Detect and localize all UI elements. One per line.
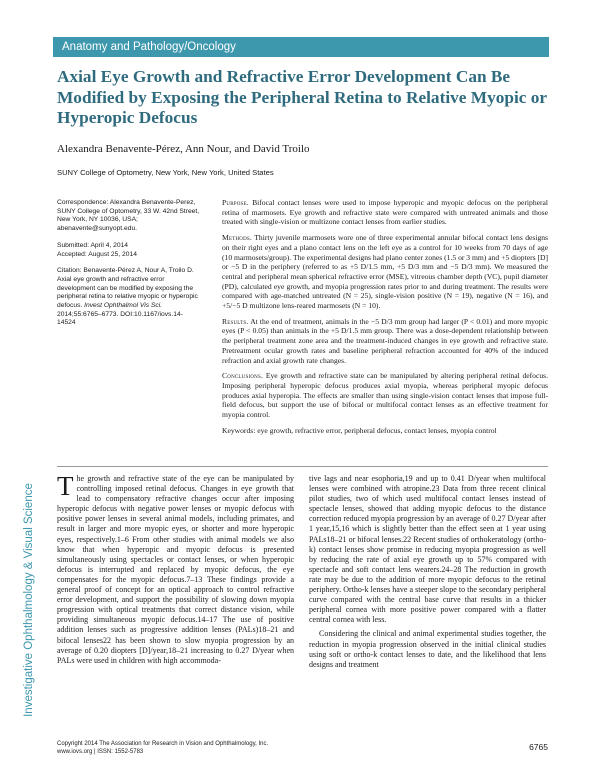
body-paragraph	[57, 471, 294, 666]
citation-text: Citation: Benavente-Pérez A, Nour A, Troilo D. Axial eye growth and refractive error development can be modified by exposing the peripheral retina to relative myopic or hyperopic defocus.	[57, 267, 198, 310]
dates	[57, 242, 200, 251]
section-divider	[57, 466, 548, 467]
keywords: Keywords: eye growth, refractive error, peripheral defocus, contact lenses, myopia control	[222, 425, 497, 435]
correspondence: Correspondence: Alexandra Benavente-Perez, SUNY College of Optometry, 33 W. 42nd Street, New York, NY 10036, USA; abenavente@sunyopt.edu.	[57, 199, 200, 233]
journal-side-title	[20, 455, 38, 745]
drop-cap: T	[57, 471, 74, 501]
purpose-text: Bifocal contact lenses were used to impose hyperopic and myopic defocus on the peripheral retina of marmosets. Eye growth and refractive state were compared with untreated animals and those treated with single-vision or multizone contact lenses from earlier studies.	[222, 198, 548, 227]
citation	[57, 267, 200, 328]
results-label: Results.	[222, 316, 249, 326]
abstract-methods	[222, 233, 548, 311]
body-paragraph: tive lags and near esophoria,19 and up to 0.41 D/year when multifocal lenses were combined with atropine.23 Data from three recent clinical pilot studies, two of which used multifocal contact lenses instead of spectacle lenses, showed that adding myopic defocus to the distance correction reduced myopia progression by an average of 0.27 D/year after 1 year,15,16 which is slightly better than the effect seen at 1 year using PALs18–21 or bifocal lenses.22 Recent studies of orthokeratology (ortho-k) contact lenses show promise in reducing myopia progression as well by reducing the rate of axial eye growth up to 57% compared with spectacle and soft contact lens wearers.24–28 The reduction in growth rate may be due to the addition of more myopic defocus to the retinal periphery. Ortho-k lenses have a steeper slope to the secondary peripheral curve compared with the central base curve that results in a thicker peripheral cornea with more positive power compared with a flatter central cornea with less.	[309, 474, 546, 625]
page-footer	[57, 740, 548, 757]
copyright: Copyright 2014 The Association for Research in Vision and Ophthalmology, Inc.	[57, 741, 269, 747]
submitted-date: Submitted: April 4, 2014	[57, 241, 129, 249]
article-metadata	[57, 199, 200, 336]
page-number: 6765	[529, 742, 548, 752]
purpose-label: Purpose.	[222, 198, 249, 207]
citation-journal: Invest Ophthalmol Vis Sci.	[84, 302, 163, 310]
body-column-right	[309, 474, 546, 670]
article-title: Axial Eye Growth and Refractive Error Development Can Be Modified by Exposing the Peripheral Retina to Relative Myopic or Hyperopic Defocus	[57, 67, 547, 127]
body-paragraph: Considering the clinical and animal experimental studies together, the reduction in myopia progression observed in the initial clinical studies using soft or ortho-k contact lenses to date, and the likelihood that lens designs and treatment	[309, 629, 546, 669]
body-text: he growth and refractive state of the eye can be manipulated by controlling imposed retinal defocus. Changes in eye growth that lead to compensatory refractive changes occur after imposing hyperopic defocus with negative power lenses or myopic defocus with positive power lenses in several animal models, including primates, and result in larger and more myopic eyes, or shorter and more hyperopic eyes, respectively.1–6 From other studies with animal models we also know that when hyperopic and myopic defocus is presented simultaneously using spectacles or contact lenses, or when hyperopic defocus is interrupted and replaced by myopic defocus, the eye compensates for the myopic defocus.7–13 These findings provide a general proof of concept for an optical approach to control refractive error development, and support the possibility of slowing down myopia progression with optical treatments that correct distance vision, while providing simultaneous myopic defocus.14–17 The use of positive addition lenses such as progressive addition lenses (PALs)18–21 and bifocal lenses22 has been shown to slow myopia progression by an average of 0.20 diopters [D]/year,18–21 increasing to 0.27 D/year when PALs were used in children with high accommoda-	[57, 474, 294, 665]
journal-url: www.iovs.org | ISSN: 1552-5783	[57, 749, 144, 756]
journal-name: Investigative Ophthalmology & Visual Science	[23, 483, 35, 717]
author-list: Alexandra Benavente-Pérez, Ann Nour, and David Troilo	[57, 143, 310, 155]
section-banner: Anatomy and Pathology/Oncology	[53, 37, 549, 57]
abstract-purpose	[222, 198, 548, 227]
abstract-conclusions	[222, 371, 548, 420]
results-text: At the end of treatment, animals in the −5 D/3 mm group had larger (P < 0.01) and more myopic eyes (P < 0.05) than animals in the +5 D/1.5 mm group. There was a dose-dependent relationship between the peripheral treatment zone area and the treatment-induced changes in eye growth and refractive state. Pretreatment ocular growth rates and baseline peripheral refraction accounted for 40% of the induced refraction and axial growth rate changes.	[222, 316, 548, 365]
methods-label: Methods.	[222, 233, 252, 243]
body-column-left	[57, 471, 294, 666]
citation-doi: 2014;55:6765–6773. DOI:10.1167/iovs.14-14524	[57, 310, 183, 327]
accepted-line	[57, 251, 200, 260]
methods-text: Thirty juvenile marmosets wore one of three experimental annular bifocal contact lens designs on their right eyes and a plano contact lens on the left eye as a control for 10 weeks from 70 days of age (10 marmosets/group). The experimental designs had plano center zones (1.5 or 3 mm) and +5 diopters [D] or −5 D in the periphery (referred to as +5 D/1.5 mm, +5 D/3 mm and −5 D/3 mm). We measured the central and peripheral mean spherical refractive error (MSE), vitreous chamber depth (VC), pupil diameter (PD), calculated eye growth, and myopia progression rates prior to and during treatment. The results were compared with age-matched untreated (N = 25), single-vision positive (N = 19), negative (N = 16), and +5/−5 D multizone lens-reared marmosets (N = 10).	[222, 233, 548, 311]
abstract-results	[222, 317, 548, 366]
abstract	[222, 198, 548, 441]
accepted-date: Accepted: August 25, 2014	[57, 250, 137, 258]
conclusions-text: Eye growth and refractive state can be manipulated by altering peripheral retinal defocus. Imposing peripheral hyperopic defocus produces axial myopia, whereas peripheral myopic defocus produces axial hyperopia. The effects are smaller than using single-vision contact lenses that impose full-field defocus, but support the use of bifocal or multifocal contact lenses as an effective treatment for myopia control.	[222, 371, 548, 420]
affiliation: SUNY College of Optometry, New York, New York, United States	[57, 168, 274, 177]
conclusions-label: Conclusions.	[222, 371, 264, 381]
